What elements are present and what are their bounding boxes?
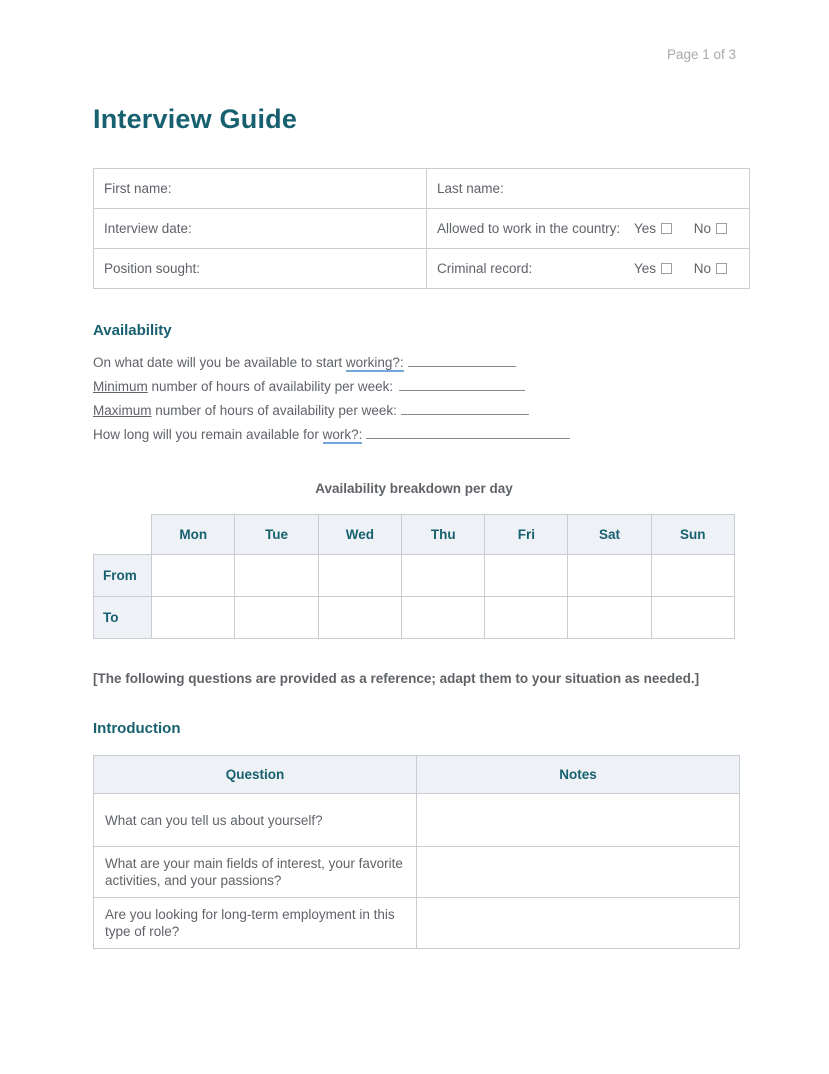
question-cell: What can you tell us about yourself? — [94, 794, 417, 847]
line-text: number of hours of availability per week: — [151, 403, 397, 418]
day-header-wed: Wed — [318, 515, 401, 555]
availability-line-max-hours — [93, 399, 735, 423]
notes-column-header: Notes — [417, 756, 740, 794]
availability-line-start-date — [93, 351, 735, 375]
yes-no-group — [634, 221, 739, 236]
from-fri-cell[interactable] — [485, 555, 568, 597]
to-tue-cell[interactable] — [235, 597, 318, 639]
question-cell: What are your main fields of interest, your favorite activities, and your passions? — [94, 847, 417, 898]
first-name-cell[interactable] — [94, 169, 427, 209]
to-wed-cell[interactable] — [318, 597, 401, 639]
breakdown-table-title: Availability breakdown per day — [315, 481, 513, 496]
notes-cell[interactable] — [417, 847, 740, 898]
position-sought-label: Position sought: — [104, 261, 201, 276]
from-sat-cell[interactable] — [568, 555, 651, 597]
corner-cell — [94, 515, 152, 555]
criminal-record-label: Criminal record: — [437, 261, 533, 276]
max-hours-blank[interactable] — [401, 401, 529, 415]
to-fri-cell[interactable] — [485, 597, 568, 639]
yes-no-group — [634, 261, 739, 276]
no-option — [694, 261, 727, 276]
day-header-tue: Tue — [235, 515, 318, 555]
line-text: number of hours of availability per week: — [147, 379, 394, 394]
page-number: Page 1 of 3 — [666, 47, 736, 62]
allowed-no-checkbox[interactable] — [716, 223, 727, 234]
availability-breakdown-table — [93, 514, 735, 639]
from-tue-cell[interactable] — [235, 555, 318, 597]
from-sun-cell[interactable] — [651, 555, 734, 597]
underlined-word: working?: — [345, 355, 404, 370]
table-row — [94, 794, 740, 847]
table-header-row — [94, 515, 735, 555]
underlined-word: Maximum — [93, 403, 152, 418]
yes-option — [634, 261, 672, 276]
introduction-heading: Introduction — [93, 720, 181, 737]
line-text: On what date will you be available to start — [93, 355, 346, 370]
underlined-word: work?: — [322, 427, 363, 442]
availability-line-duration — [93, 423, 735, 447]
introduction-questions-table — [93, 755, 740, 949]
from-row-label: From — [94, 555, 152, 597]
start-date-blank[interactable] — [408, 353, 516, 367]
question-cell: Are you looking for long-term employment in this type of role? — [94, 898, 417, 949]
document-content — [0, 104, 829, 949]
line-text: How long will you remain available for — [93, 427, 323, 442]
table-row-to — [94, 597, 735, 639]
table-row — [94, 898, 740, 949]
interview-date-label: Interview date: — [104, 221, 192, 236]
to-mon-cell[interactable] — [152, 597, 235, 639]
from-thu-cell[interactable] — [402, 555, 485, 597]
table-row — [94, 249, 750, 289]
no-label: No — [693, 221, 711, 236]
criminal-yes-checkbox[interactable] — [661, 263, 672, 274]
no-label: No — [693, 261, 711, 276]
to-sat-cell[interactable] — [568, 597, 651, 639]
table-header-row — [94, 756, 740, 794]
last-name-cell[interactable] — [427, 169, 750, 209]
duration-blank[interactable] — [366, 425, 570, 439]
interview-date-cell[interactable] — [94, 209, 427, 249]
to-thu-cell[interactable] — [402, 597, 485, 639]
from-mon-cell[interactable] — [152, 555, 235, 597]
day-header-sun: Sun — [651, 515, 734, 555]
yes-label: Yes — [633, 221, 656, 236]
position-sought-cell[interactable] — [94, 249, 427, 289]
availability-line-min-hours — [93, 375, 735, 399]
yes-option — [634, 221, 672, 236]
day-header-fri: Fri — [485, 515, 568, 555]
to-row-label: To — [94, 597, 152, 639]
from-wed-cell[interactable] — [318, 555, 401, 597]
day-header-thu: Thu — [402, 515, 485, 555]
day-header-mon: Mon — [152, 515, 235, 555]
to-sun-cell[interactable] — [651, 597, 734, 639]
yes-label: Yes — [633, 261, 656, 276]
table-row — [94, 847, 740, 898]
last-name-label: Last name: — [437, 181, 504, 196]
page-title: Interview Guide — [93, 104, 298, 134]
allowed-yes-checkbox[interactable] — [661, 223, 672, 234]
reference-note: [The following questions are provided as a reference; adapt them to your situation as needed.] — [93, 671, 700, 686]
applicant-info-table — [93, 168, 750, 289]
availability-questions — [93, 351, 735, 447]
availability-heading: Availability — [93, 322, 172, 339]
no-option — [694, 221, 727, 236]
allowed-to-work-cell[interactable] — [427, 209, 750, 249]
underlined-word: Minimum — [93, 379, 148, 394]
table-row — [94, 209, 750, 249]
day-header-sat: Sat — [568, 515, 651, 555]
criminal-no-checkbox[interactable] — [716, 263, 727, 274]
notes-cell[interactable] — [417, 794, 740, 847]
criminal-record-cell[interactable] — [427, 249, 750, 289]
allowed-to-work-label: Allowed to work in the country: — [437, 221, 621, 236]
min-hours-blank[interactable] — [399, 377, 525, 391]
table-row — [94, 169, 750, 209]
table-row-from — [94, 555, 735, 597]
question-column-header: Question — [94, 756, 417, 794]
notes-cell[interactable] — [417, 898, 740, 949]
first-name-label: First name: — [104, 181, 172, 196]
